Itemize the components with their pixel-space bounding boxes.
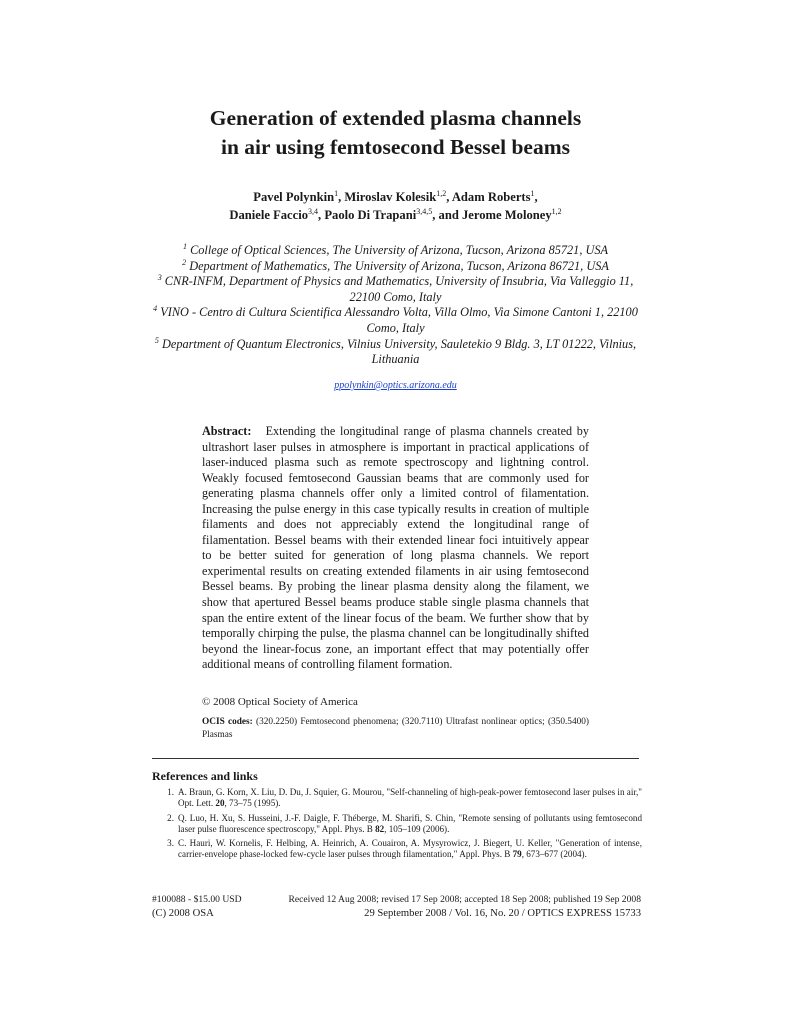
author-separator: , [446, 190, 452, 204]
affiliation-list [152, 243, 639, 368]
author-affiliation-marker: 1,2 [436, 189, 447, 198]
reference-pages: , 73–75 (1995). [224, 798, 281, 809]
reference-item [152, 787, 642, 810]
reference-number: 2. [167, 812, 174, 823]
footer-line-2 [152, 908, 641, 919]
footer-price: #100088 - $15.00 USD [152, 894, 242, 905]
affiliation-number: 1 [182, 242, 187, 251]
reference-list [152, 787, 642, 864]
reference-pages: , 105–109 (2006). [384, 823, 450, 834]
abstract-text: Extending the longitudinal range of plasma channels created by ultrashort laser pulses in atmosphere is important in practical applications of laser-induced plasma such as remote spectroscopy and lightning control. Weakly focused femtosecond Gaussian beams that are commonly used for generating plasma channels offer only a limited control of filamentation. Increasing the pulse energy in this case typically results in creation of multiple filaments and does not appreciably extend the longitudinal range of filamentation. Bessel beams with their extended linear foci intuitively appear to be better suited for generation of long plasma channels. We report experimental results on creating extended filaments in air using femtosecond Bessel beams. By probing the linear plasma density along the filament, we show that apertured Bessel beams produce stable single plasma channels that span the entire extent of the linear focus of the beam. We further show that by temporally chirping the pulse, the plasma channel can be longitudinally shifted beyond the linear-focus zone, an important effect that may potentially offer additional means of controlling filament formation. [202, 424, 589, 672]
ocis-text: (320.2250) Femtosecond phenomena; (320.7110) Ultrafast nonlinear optics; (350.5400) Plasmas [202, 717, 589, 740]
reference-text [178, 787, 642, 810]
author-name: Daniele Faccio [229, 208, 309, 222]
author-name: Paolo Di Trapani [324, 208, 417, 222]
reference-item [152, 838, 642, 861]
footer-copyright: (C) 2008 OSA [152, 908, 214, 919]
paper-title [0, 104, 791, 162]
author-affiliation-marker: 3,4 [308, 207, 319, 216]
section-divider [152, 758, 639, 759]
author-affiliation-marker: 1 [530, 189, 535, 198]
copyright-notice: © 2008 Optical Society of America [202, 696, 358, 708]
author-affiliation-marker: 3,4,5 [416, 207, 433, 216]
reference-pages: , 673–677 (2004). [521, 849, 587, 860]
reference-number: 1. [167, 787, 174, 797]
author-separator: , [338, 190, 345, 204]
footer-line-1 [152, 894, 641, 905]
author-line [0, 206, 791, 224]
reference-volume: 20 [215, 798, 225, 809]
abstract [202, 424, 589, 673]
affiliation-number: 5 [154, 335, 159, 345]
ocis-codes [202, 716, 589, 741]
author-line [0, 188, 791, 206]
author-separator: , [534, 190, 538, 204]
author-affiliation-marker: 1 [334, 189, 339, 198]
reference-volume: 82 [375, 823, 385, 834]
reference-item [152, 813, 642, 836]
author-separator: , [318, 208, 325, 222]
author-separator: , and [432, 208, 462, 222]
affiliation-text: College of Optical Sciences, The University of Arizona, Tucson, Arizona 85721, USA [190, 243, 609, 257]
reference-body: A. Braun, G. Korn, X. Liu, D. Du, J. Squier, G. Mourou, "Self-channeling of high-peak-power femtosecond laser pulses in air," Opt. Lett. [178, 787, 642, 809]
title-line: in air using femtosecond Bessel beams [221, 135, 570, 159]
affiliation-number: 4 [153, 304, 158, 314]
affiliation-text: Department of Quantum Electronics, Vilnius University, Sauletekio 9 Bldg. 3, LT 01222, Vilnius, Lithuania [162, 336, 637, 367]
contact-email-link[interactable]: ppolynkin@optics.arizona.edu [334, 380, 457, 391]
author-name: Pavel Polynkin [253, 190, 335, 204]
reference-volume: 79 [512, 849, 522, 860]
abstract-label: Abstract: [202, 424, 252, 438]
author-name: Miroslav Kolesik [344, 190, 437, 204]
author-name: Adam Roberts [451, 190, 531, 204]
footer-dates: Received 12 Aug 2008; revised 17 Sep 2008; accepted 18 Sep 2008; published 19 Sep 2008 [288, 894, 641, 905]
title-line: Generation of extended plasma channels [209, 106, 582, 130]
affiliation [152, 305, 639, 336]
reference-body: C. Hauri, W. Kornelis, F. Helbing, A. Heinrich, A. Couairon, A. Mysyrowicz, J. Biegert, U. Keller, "Generation of intense, carrier-envelope phase-locked few-cycle laser pulses through filamentation," Appl. Phys. B [178, 838, 642, 860]
affiliation-text: CNR-INFM, Department of Physics and Mathematics, University of Insubria, Via Valleggio 11, 22100 Como, Italy [164, 274, 634, 304]
footer-citation: 29 September 2008 / Vol. 16, No. 20 / OPTICS EXPRESS 15733 [364, 908, 641, 919]
author-list [0, 188, 791, 224]
reference-body: Q. Luo, H. Xu, S. Husseini, J.-F. Daigle, F. Théberge, M. Sharifi, S. Chin, "Remote sensing of pollutants using femtosecond laser pulse fluorescence spectroscopy," Appl. Phys. B [178, 812, 642, 834]
affiliation [152, 337, 639, 368]
affiliation-text: VINO - Centro di Cultura Scientifica Alessandro Volta, Villa Olmo, Via Simone Cantoni 1, 22100 Como, Italy [160, 305, 638, 335]
author-name: Jerome Moloney [462, 208, 552, 222]
author-affiliation-marker: 1,2 [551, 207, 562, 216]
affiliation [152, 259, 639, 275]
reference-text [178, 813, 642, 836]
affiliation-number: 3 [157, 273, 162, 283]
affiliation [152, 274, 639, 305]
reference-text [178, 838, 642, 861]
reference-number: 3. [167, 838, 174, 849]
affiliation-number: 2 [182, 257, 187, 267]
ocis-label: OCIS codes: [202, 717, 253, 727]
affiliation [152, 243, 639, 259]
references-heading: References and links [152, 769, 258, 783]
affiliation-text: Department of Mathematics, The University of Arizona, Tucson, Arizona 86721, USA [189, 258, 609, 273]
